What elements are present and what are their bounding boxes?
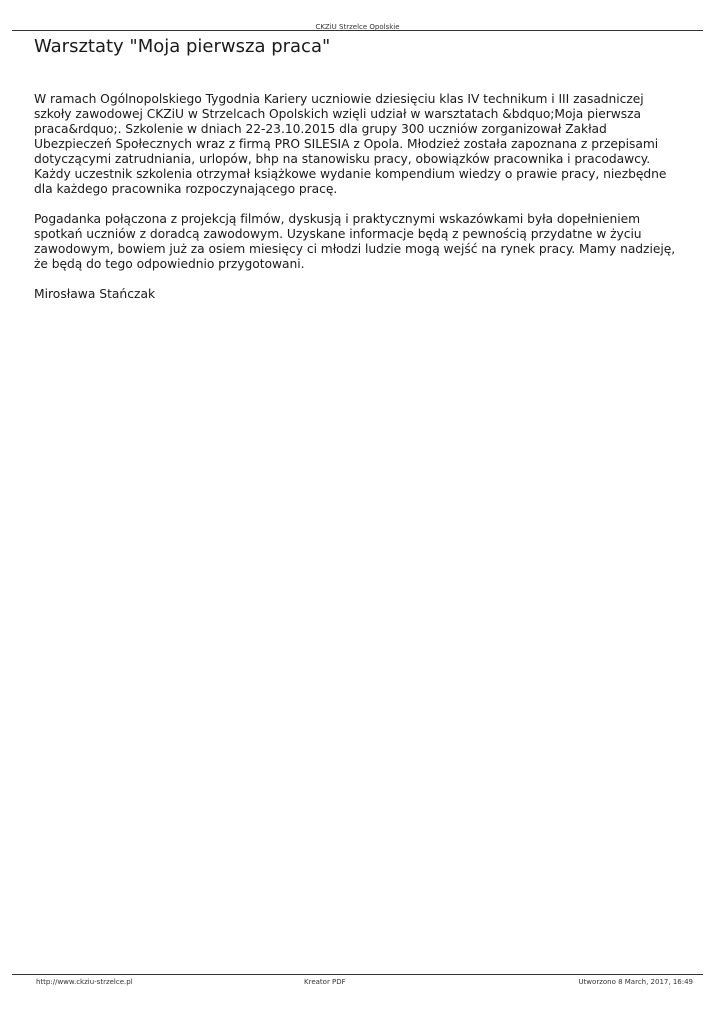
paragraph-line: szkoły zawodowej CKZiU w Strzelcach Opolskich wzięli udział w warsztatach &bdquo;Moja pierwsza: [34, 107, 642, 121]
article-body: [34, 92, 694, 302]
footer-generator: Kreator PDF: [304, 978, 346, 986]
paragraph-line: Każdy uczestnik szkolenia otrzymał książkowe wydanie kompendium wiedzy o prawie pracy, niezbędne: [34, 167, 667, 181]
page-title: Warsztaty "Moja pierwsza praca": [34, 36, 331, 57]
paragraph-line: dotyczącymi zatrudniania, urlopów, bhp na stanowisku pracy, obowiązków pracownika i pracodawcy.: [34, 152, 651, 166]
header-site-name: CKZiU Strzelce Opolskie: [315, 23, 400, 31]
paragraph-1: [34, 92, 694, 197]
paragraph-line: dla każdego pracownika rozpoczynającego pracę.: [34, 182, 338, 196]
footer-url-link[interactable]: http://www.ckziu-strzelce.pl: [36, 978, 133, 986]
paragraph-2: [34, 212, 694, 272]
footer-created-date: Utworzono 8 March, 2017, 16:49: [578, 978, 693, 986]
page-header: [12, 14, 703, 31]
paragraph-line: spotkań uczniów z doradcą zawodowym. Uzyskane informacje będą z pewnością przydatne w życiu: [34, 227, 642, 241]
paragraph-line: W ramach Ogólnopolskiego Tygodnia Kariery uczniowie dziesięciu klas IV technikum i III zasadniczej: [34, 92, 644, 106]
paragraph-line: zawodowym, bowiem już za osiem miesięcy ci młodzi ludzie mogą wejść na rynek pracy. Mamy nadzieję,: [34, 242, 676, 256]
author-signature: Mirosława Stańczak: [34, 287, 156, 301]
paragraph-line: praca&rdquo;. Szkolenie w dniach 22-23.10.2015 dla grupy 300 uczniów zorganizował Zakład: [34, 122, 607, 136]
paragraph-line: że będą do tego odpowiednio przygotowani.: [34, 257, 305, 271]
page-footer: [12, 974, 703, 989]
paragraph-line: Ubezpieczeń Społecznych wraz z firmą PRO SILESIA z Opola. Młodzież została zapoznana z przepisami: [34, 137, 659, 151]
paragraph-line: Pogadanka połączona z projekcją filmów, dyskusją i praktycznymi wskazówkami była dopełnieniem: [34, 212, 641, 226]
